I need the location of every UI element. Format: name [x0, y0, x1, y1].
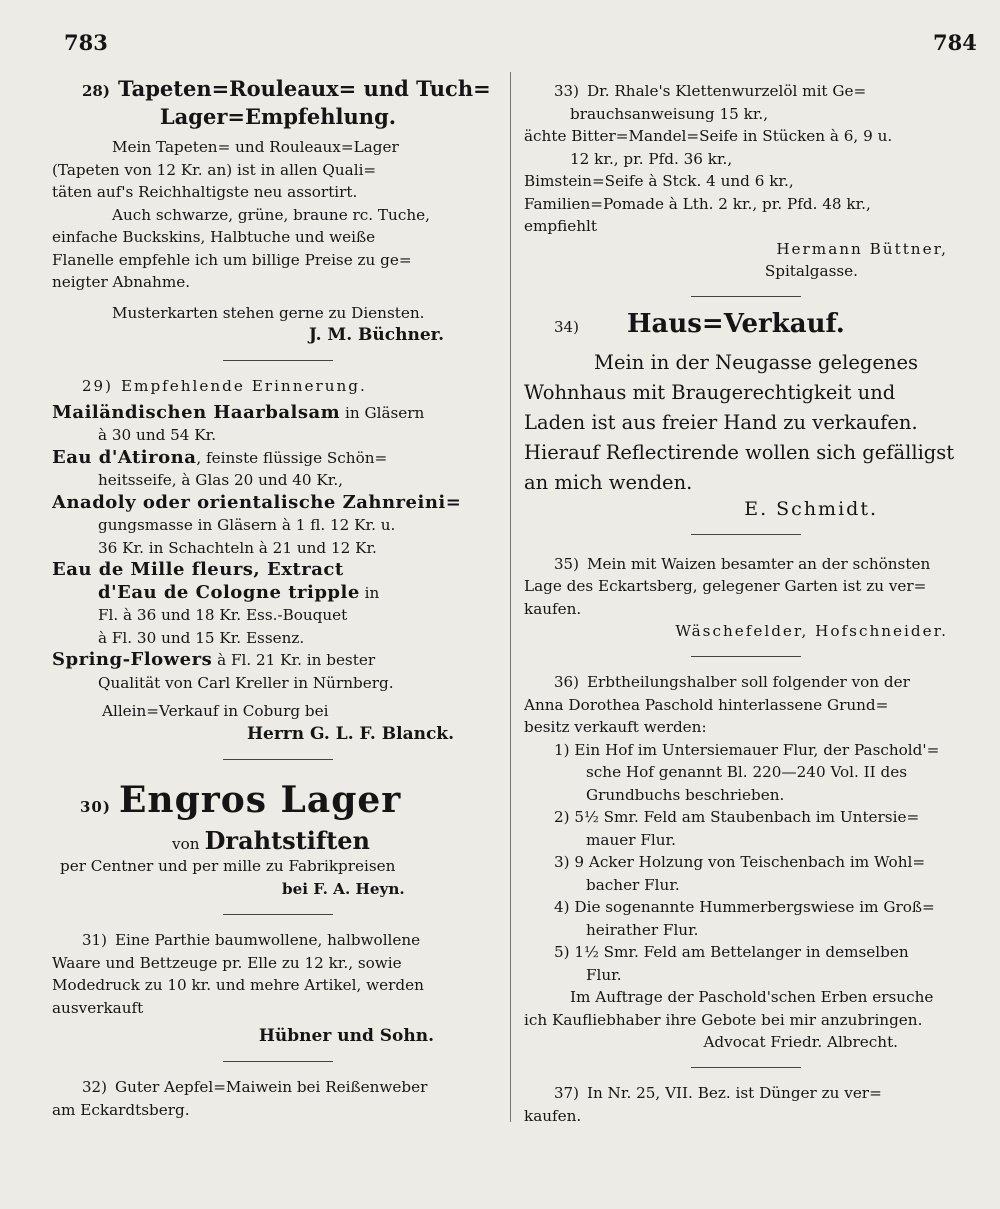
ad-signature: J. M. Büchner.	[308, 325, 444, 345]
ad-35	[524, 553, 968, 643]
ad-line: ächte Bitter=Mandel=Seife in Stücken à 6, 9 u.	[524, 127, 893, 145]
ad-line: besitz verkauft werden:	[524, 718, 707, 736]
property-list	[524, 739, 968, 987]
ad-line: Eine Parthie baumwollene, halbwollene	[114, 931, 421, 949]
product-line	[52, 402, 504, 425]
ad-line: 12 kr., pr. Pfd. 36 kr.,	[570, 149, 733, 168]
page-number-right: 784	[933, 30, 977, 55]
ad-headline: Haus=Verkauf.	[626, 308, 845, 339]
ad-headline: Engros Lager	[118, 778, 402, 821]
ad-line: In Nr. 25, VII. Bez. ist Dünger zu ver=	[586, 1084, 882, 1102]
ad-36	[524, 671, 968, 1053]
ad-37	[524, 1082, 968, 1127]
page-number-left: 783	[64, 30, 108, 55]
product-detail: 36 Kr. in Schachteln à 21 und 12 Kr.	[98, 538, 377, 557]
ad-line: Mein mit Waizen besamter an der schönsten	[586, 554, 931, 573]
divider	[223, 759, 333, 760]
product-line	[52, 492, 504, 515]
property-item: 3) 9 Acker Holzung von Teischenbach im Wohl=	[554, 853, 926, 871]
ad-line: Lage des Eckartsberg, gelegener Garten ist zu ver=	[524, 577, 927, 595]
product-detail: , feinste flüssige Schön=	[196, 448, 388, 467]
product-line	[52, 582, 504, 605]
ad-34	[524, 308, 968, 520]
ad-closing: ich Kaufliebhaber ihre Gebote bei mir anzubringen.	[524, 1010, 923, 1029]
ad-line: einfache Buckskins, Halbtuche und weiße	[52, 228, 376, 246]
product-line	[52, 649, 504, 672]
ad-headline: Tapeten=Rouleaux= und Tuch=	[117, 76, 491, 101]
ad-number: 31)	[82, 931, 107, 949]
ad-line: Modedruck zu 10 kr. und mehre Artikel, werden	[52, 976, 424, 994]
product-detail: heitsseife, à Glas 20 und 40 Kr.,	[98, 471, 343, 489]
ad-signature: E. Schmidt.	[744, 497, 878, 520]
divider	[691, 534, 801, 535]
product-name: d'Eau de Cologne tripple	[98, 581, 360, 603]
ad-32	[52, 1076, 504, 1121]
ad-line: am Eckardtsberg.	[52, 1100, 190, 1119]
ad-31	[52, 929, 504, 1047]
property-item: 5) 1½ Smr. Feld am Bettelanger in demselben	[554, 943, 909, 961]
ad-closing: Allein=Verkauf in Coburg bei	[102, 702, 329, 720]
divider	[223, 360, 333, 361]
product-name: Anadoly oder orientalische Zahnreini=	[52, 491, 462, 513]
ad-signature: Hübner und Sohn.	[258, 1026, 434, 1046]
property-item: 4) Die sogenannte Hummerbergswiese im Groß=	[554, 898, 935, 916]
ad-line: Dr. Rhale's Klettenwurzelöl mit Ge=	[586, 82, 867, 100]
product-detail: à Fl. 21 Kr. in bester	[212, 651, 376, 669]
ad-line: an mich wenden.	[524, 470, 693, 494]
ad-number: 33)	[554, 82, 579, 100]
ad-33	[524, 80, 968, 282]
divider	[223, 1061, 333, 1062]
product-detail: à 30 und 54 Kr.	[98, 426, 217, 444]
product-line	[52, 447, 504, 470]
ad-28	[52, 76, 504, 346]
ad-number: 32)	[82, 1078, 107, 1096]
product-line	[52, 469, 504, 492]
ad-number: 35)	[554, 554, 579, 573]
product-detail: gungsmasse in Gläsern à 1 fl. 12 Kr. u.	[98, 516, 396, 534]
product-line	[52, 627, 504, 650]
ad-line: täten auf's Reichhaltigste neu assortirt.	[52, 183, 358, 201]
ad-line: (Tapeten von 12 Kr. an) ist in allen Quali=	[52, 160, 377, 179]
product-detail: in	[359, 583, 380, 602]
property-item: 2) 5½ Smr. Feld am Staubenbach im Untersie=	[554, 808, 920, 826]
ad-line: Mein Tapeten= und Rouleaux=Lager	[112, 138, 399, 156]
property-item-cont: sche Hof genannt Bl. 220—240 Vol. II des	[586, 763, 907, 781]
ad-29	[52, 375, 504, 745]
ad-30	[52, 780, 504, 901]
product-name: Spring-Flowers	[52, 649, 213, 670]
divider	[691, 656, 801, 657]
ad-signature-address: Spitalgasse.	[764, 261, 858, 280]
divider	[223, 914, 333, 915]
column-divider	[510, 72, 511, 1122]
ad-line: per Centner und per mille zu Fabrikpreisen	[60, 857, 396, 875]
property-item: 1) Ein Hof im Untersiemauer Flur, der Paschold'=	[554, 740, 940, 759]
product-detail: Qualität von Carl Kreller in Nürnberg.	[98, 673, 394, 692]
ad-line: Bimstein=Seife à Stck. 4 und 6 kr.,	[524, 172, 794, 190]
ad-line: empfiehlt	[524, 217, 597, 235]
ad-title: Empfehlende Erinnerung.	[120, 377, 367, 395]
product-name: Eau de Mille fleurs, Extract	[52, 559, 344, 580]
product-detail: Fl. à 36 und 18 Kr. Ess.-Bouquet	[98, 606, 348, 624]
property-item-cont: mauer Flur.	[586, 830, 676, 849]
ad-product-list	[52, 402, 504, 695]
ad-line: neigter Abnahme.	[52, 273, 191, 291]
ad-number: 29)	[82, 377, 113, 395]
ad-line: Familien=Pomade à Lth. 2 kr., pr. Pfd. 48 kr.,	[524, 194, 871, 213]
divider	[691, 296, 801, 297]
ad-line: kaufen.	[524, 1106, 582, 1125]
product-name: Mailändischen Haarbalsam	[52, 401, 341, 423]
right-column	[524, 70, 968, 1141]
ad-line: Hierauf Reflectirende wollen sich gefälligst	[524, 440, 955, 464]
ad-line: kaufen.	[524, 599, 582, 618]
ad-subheadline: Drahtstiften	[204, 825, 370, 855]
ad-number: 28)	[82, 82, 110, 100]
ad-line: Auch schwarze, grüne, braune rc. Tuche,	[112, 205, 430, 224]
ad-line: Anna Dorothea Paschold hinterlassene Grund=	[524, 695, 889, 714]
product-line	[52, 559, 504, 582]
product-line	[52, 537, 504, 560]
property-item-cont: Flur.	[586, 965, 622, 984]
ad-number: 34)	[554, 317, 579, 336]
ad-number: 36)	[554, 673, 579, 691]
property-item-cont: heirather Flur.	[586, 920, 699, 939]
property-item-cont: bacher Flur.	[586, 875, 680, 894]
ad-closing: Im Auftrage der Paschold'schen Erben ersuche	[570, 988, 934, 1006]
product-line	[52, 604, 504, 627]
ad-headline-2: Lager=Empfehlung.	[159, 104, 397, 129]
ad-line: Wohnhaus mit Braugerechtigkeit und	[524, 380, 896, 404]
ad-line: Waare und Bettzeuge pr. Elle zu 12 kr., sowie	[52, 953, 402, 972]
ad-line: Laden ist aus freier Hand zu verkaufen.	[524, 410, 918, 434]
ad-number: 30)	[80, 797, 111, 816]
ad-signature: Wäschefelder, Hofschneider.	[675, 622, 948, 640]
ad-line: Flanelle empfehle ich um billige Preise zu ge=	[52, 250, 412, 269]
product-line	[52, 672, 504, 695]
product-name: Eau d'Atirona	[52, 446, 197, 468]
ad-line: brauchsanweisung 15 kr.,	[570, 104, 769, 123]
ad-number: 37)	[554, 1084, 579, 1102]
product-detail: in Gläsern	[340, 403, 425, 422]
product-line	[52, 424, 504, 447]
ad-signature: Hermann Büttner,	[776, 239, 948, 258]
left-column	[52, 70, 504, 1135]
ad-signature: Advocat Friedr. Albrecht.	[703, 1033, 898, 1051]
divider	[691, 1067, 801, 1068]
ad-line: Mein in der Neugasse gelegenes	[594, 350, 918, 374]
product-line	[52, 514, 504, 537]
ad-line: Erbtheilungshalber soll folgender von der	[586, 673, 910, 691]
ad-von: von	[172, 834, 200, 853]
ad-line: ausverkauft	[52, 998, 144, 1017]
product-detail: à Fl. 30 und 15 Kr. Essenz.	[98, 628, 305, 647]
property-item-cont: Grundbuchs beschrieben.	[586, 785, 785, 804]
ad-line: Guter Aepfel=Maiwein bei Reißenweber	[114, 1078, 428, 1096]
ad-signature: Herrn G. L. F. Blanck.	[246, 723, 454, 744]
ad-closing: Musterkarten stehen gerne zu Diensten.	[112, 303, 425, 322]
ad-signature: bei F. A. Heyn.	[282, 879, 405, 898]
